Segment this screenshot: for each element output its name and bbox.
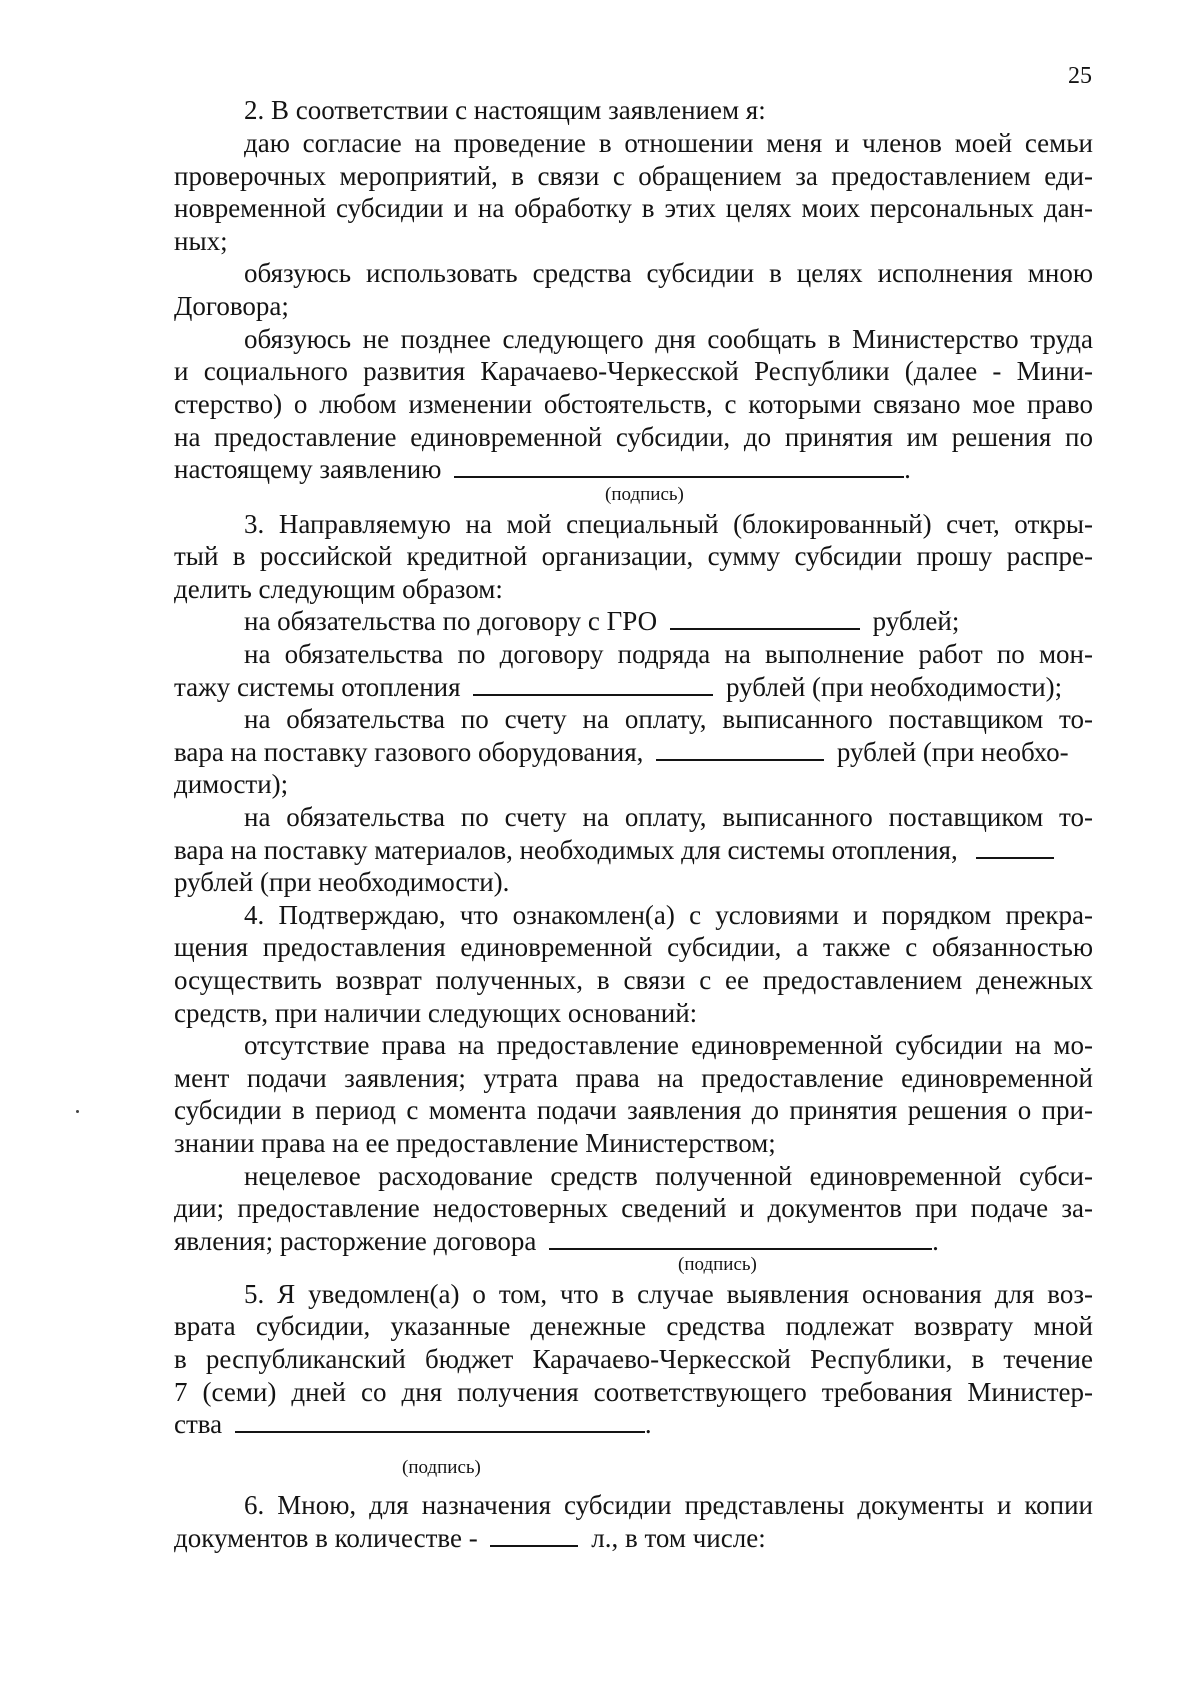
heating-obligation-text: тажу системы отопления bbox=[174, 672, 461, 702]
document-count-blank[interactable] bbox=[490, 1523, 578, 1547]
rubles-label: рублей (при необхо- bbox=[836, 737, 1069, 767]
section-4-line: средств, при наличии следующих оснований: bbox=[174, 998, 698, 1028]
gro-obligation-text: на обязательства по договору с ГРО bbox=[244, 606, 658, 636]
consent-clause-line: даю согласие на проведение в отношении меня и членов моей семьи bbox=[244, 128, 1093, 158]
notify-clause-text: настоящему заявлению bbox=[174, 454, 442, 484]
materials-obligation-text: вара на поставку материалов, необходимых для системы отопления, bbox=[174, 835, 958, 865]
consent-clause-line: ных; bbox=[174, 226, 228, 256]
page-number: 25 bbox=[1068, 63, 1092, 89]
misuse-text: явления; расторжение договора bbox=[174, 1226, 537, 1256]
notify-clause-line bbox=[174, 453, 1093, 485]
materials-obligation-line: на обязательства по счету на оплату, выписанного поставщиком то- bbox=[244, 802, 1093, 832]
sentence-period: . bbox=[904, 454, 911, 484]
section-6-text: документов в количестве - bbox=[174, 1523, 478, 1553]
section-3-line: тый в российской кредитной организации, сумму субсидии прошу распре- bbox=[174, 541, 1093, 571]
notify-clause-line: и социального развития Карачаево-Черкесской Республики (далее - Мини- bbox=[174, 356, 1093, 386]
misuse-line: нецелевое расходование средств полученной единовременной субси- bbox=[244, 1161, 1093, 1191]
section-4-line: щения предоставления единовременной субсидии, а также с обязанностью bbox=[174, 932, 1093, 962]
signature-caption: (подпись) bbox=[605, 484, 684, 505]
section-6-line: 6. Мною, для назначения субсидии представлены документы и копии bbox=[244, 1490, 1093, 1520]
absence-of-right-line: отсутствие права на предоставление единовременной субсидии на мо- bbox=[244, 1030, 1093, 1060]
use-funds-clause-line: обязуюсь использовать средства субсидии в целях исполнения мною bbox=[244, 258, 1093, 288]
heating-amount-blank[interactable] bbox=[473, 672, 713, 696]
absence-of-right-line: мент подачи заявления; утрата права на предоставление единовременной bbox=[174, 1063, 1093, 1093]
section-5-line bbox=[174, 1408, 1093, 1440]
notify-clause-line: на предоставление единовременной субсидии, до принятия им решения по bbox=[174, 422, 1093, 452]
rubles-label: рублей; bbox=[872, 606, 960, 636]
misuse-line: дии; предоставление недостоверных сведений и документов при подаче за- bbox=[174, 1193, 1093, 1223]
sentence-period: . bbox=[932, 1226, 939, 1256]
absence-of-right-line: субсидии в период с момента подачи заявления до принятия решения о при- bbox=[174, 1095, 1093, 1125]
signature-caption: (подпись) bbox=[402, 1457, 481, 1478]
gro-amount-blank[interactable] bbox=[670, 606, 860, 630]
misuse-line bbox=[174, 1225, 1093, 1257]
section-5-line: в республиканский бюджет Карачаево-Черкесской Республики, в течение bbox=[174, 1344, 1093, 1374]
section-4-line: 4. Подтверждаю, что ознакомлен(а) с условиями и порядком прекра- bbox=[244, 900, 1093, 930]
rubles-label: рублей (при необходимости); bbox=[726, 672, 1063, 702]
section-5-text: ства bbox=[174, 1409, 223, 1439]
section-6-line bbox=[174, 1522, 1093, 1554]
section-2-heading: 2. В соответствии с настоящим заявлением я: bbox=[244, 95, 766, 125]
consent-clause-line: проверочных мероприятий, в связи с обращением за предоставлением еди- bbox=[174, 161, 1093, 191]
absence-of-right-line: знании права на ее предоставление Министерством; bbox=[174, 1128, 776, 1158]
section-3-line: делить следующим образом: bbox=[174, 574, 503, 604]
notify-clause-line: стерство) о любом изменении обстоятельств, с которыми связано мое право bbox=[174, 389, 1093, 419]
materials-obligation-line bbox=[174, 834, 1093, 866]
signature-caption: (подпись) bbox=[678, 1254, 757, 1275]
gas-equipment-amount-blank[interactable] bbox=[656, 737, 824, 761]
section-5-line: 5. Я уведомлен(а) о том, что в случае выявления основания для воз- bbox=[244, 1279, 1093, 1309]
gas-equipment-obligation-text: вара на поставку газового оборудования, bbox=[174, 737, 644, 767]
heating-obligation-line bbox=[174, 671, 1093, 703]
materials-obligation-line: рублей (при необходимости). bbox=[174, 867, 510, 897]
section-4-line: осуществить возврат полученных, в связи с ее предоставлением денежных bbox=[174, 965, 1093, 995]
signature-blank[interactable] bbox=[454, 454, 904, 478]
heating-obligation-line: на обязательства по договору подряда на выполнение работ по мон- bbox=[244, 639, 1093, 669]
gas-equipment-obligation-line: димости); bbox=[174, 769, 289, 799]
notify-clause-line: обязуюсь не позднее следующего дня сообщать в Министерство труда bbox=[244, 324, 1093, 354]
section-3-line: 3. Направляемую на мой специальный (блокированный) счет, откры- bbox=[244, 509, 1093, 539]
sentence-period: . bbox=[644, 1409, 652, 1439]
section-6-text: л., в том числе: bbox=[591, 1523, 766, 1553]
section-5-line: врата субсидии, указанные денежные средства подлежат возврату мной bbox=[174, 1311, 1093, 1341]
signature-blank[interactable] bbox=[549, 1226, 932, 1250]
section-5-line: 7 (семи) дней со дня получения соответствующего требования Министер- bbox=[174, 1377, 1093, 1407]
use-funds-clause-line: Договора; bbox=[174, 291, 289, 321]
materials-amount-blank[interactable] bbox=[976, 835, 1054, 859]
gas-equipment-obligation-line: на обязательства по счету на оплату, выписанного поставщиком то- bbox=[244, 704, 1093, 734]
signature-blank[interactable] bbox=[235, 1409, 645, 1433]
gas-equipment-obligation-line bbox=[174, 736, 1093, 768]
consent-clause-line: новременной субсидии и на обработку в этих целях моих персональных дан- bbox=[174, 193, 1093, 223]
scan-speck bbox=[76, 1110, 79, 1113]
gro-obligation-line bbox=[244, 605, 1093, 637]
